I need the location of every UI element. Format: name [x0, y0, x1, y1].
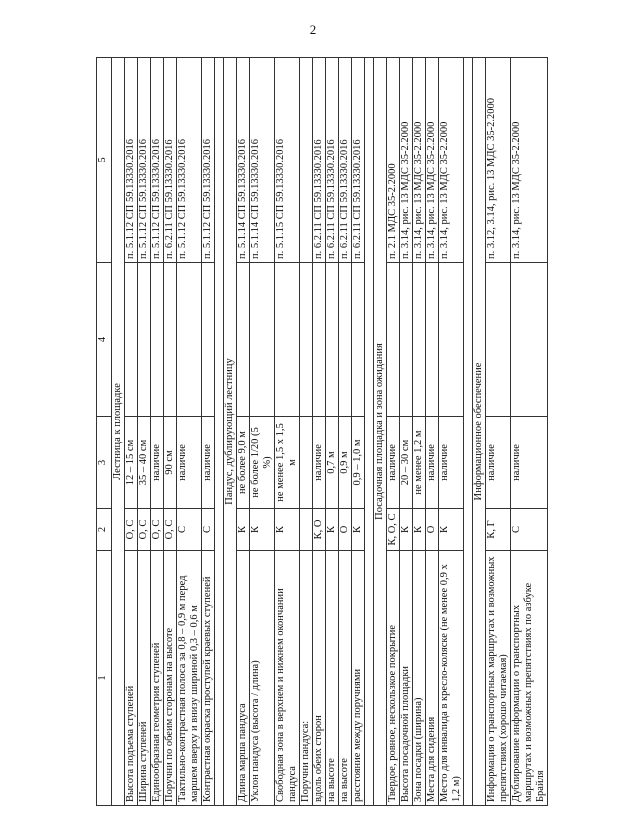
header-col-1: 1	[97, 551, 112, 806]
rotated-table-area	[96, 58, 546, 806]
table-row	[326, 58, 339, 806]
header-col-3: 3	[97, 417, 112, 509]
indicator-cell: Зона посадки (ширина)	[413, 551, 426, 806]
section-title-row	[473, 58, 486, 806]
actual-value-cell	[511, 263, 548, 417]
category-cell: С	[177, 509, 202, 551]
indicator-cell: Поручни пандуса:	[300, 551, 313, 806]
reference-cell: п. 6.2.11 СП 59.13330.2016	[326, 58, 339, 263]
norm-value-cell: наличие	[313, 417, 326, 509]
norm-value-cell: 0,7 м	[326, 417, 339, 509]
section-spacer	[215, 58, 224, 806]
category-cell: К	[237, 509, 250, 551]
section-title: Пандус, дублирующий лестницу	[224, 58, 237, 806]
table-row	[237, 58, 250, 806]
reference-cell: п. 3.14, рис. 13 МДС 35-2.2000	[400, 58, 413, 263]
section-title-row	[374, 58, 387, 806]
category-cell: К, О	[313, 509, 326, 551]
table-row	[313, 58, 326, 806]
table-row	[250, 58, 275, 806]
indicator-cell: расстояние между поручнями	[352, 551, 365, 806]
indicator-cell: Места для сидения	[426, 551, 439, 806]
indicator-cell: Длина марша пандуса	[237, 551, 250, 806]
reference-cell: п. 5.1.14 СП 59.13330.2016	[237, 58, 250, 263]
table-row	[511, 58, 548, 806]
reference-cell: п. 6.2.11 СП 59.13330.2016	[164, 58, 177, 263]
category-cell: О, С	[164, 509, 177, 551]
category-cell: О	[426, 509, 439, 551]
actual-value-cell	[486, 263, 511, 417]
reference-cell: п. 3.14, рис. 13 МДС 35-2.2000	[413, 58, 426, 263]
actual-value-cell	[439, 263, 464, 417]
table-row	[426, 58, 439, 806]
category-cell: К	[439, 509, 464, 551]
norm-value-cell: наличие	[439, 417, 464, 509]
norm-value-cell: 0,9 – 1,0 м	[352, 417, 365, 509]
norm-value-cell: не менее 1,5 х 1,5 м	[275, 417, 300, 509]
table-row	[439, 58, 464, 806]
category-cell: С	[511, 509, 548, 551]
table-row	[300, 58, 313, 806]
actual-value-cell	[413, 263, 426, 417]
indicator-cell: Высота посадочной площадки	[400, 551, 413, 806]
reference-cell: п. 3.12, 3.14, рис. 13 МДС 35-2.2000	[486, 58, 511, 263]
category-cell: О, С	[151, 509, 164, 551]
category-cell: К, Г	[486, 509, 511, 551]
table-row	[164, 58, 177, 806]
indicator-cell: Свободная зона в верхнем и нижнем окончании пандуса	[275, 551, 300, 806]
reference-cell: п. 5.1.12 СП 59.13330.2016	[151, 58, 164, 263]
actual-value-cell	[352, 263, 365, 417]
indicator-cell: Место для инвалида в кресло-коляске (не менее 0,9 х 1,2 м)	[439, 551, 464, 806]
reference-cell: п. 3.14, рис. 13 МДС 35-2.2000	[439, 58, 464, 263]
category-cell: К	[400, 509, 413, 551]
category-cell	[300, 509, 313, 551]
rotated-content	[96, 58, 546, 806]
norm-value-cell: наличие	[202, 417, 215, 509]
requirements-table	[96, 57, 548, 806]
category-cell: К	[275, 509, 300, 551]
table-row	[339, 58, 352, 806]
actual-value-cell	[387, 263, 400, 417]
actual-value-cell	[177, 263, 202, 417]
table-row	[352, 58, 365, 806]
table-header-row	[97, 58, 112, 806]
page-number: 2	[309, 22, 317, 37]
indicator-cell: Контрастная окраска проступей краевых ступеней	[202, 551, 215, 806]
actual-value-cell	[275, 263, 300, 417]
section-title: Посадочная площадка и зона ожидания	[374, 58, 387, 806]
norm-value-cell: не более 9,0 м	[237, 417, 250, 509]
reference-cell: п. 5.1.12 СП 59.13330.2016	[202, 58, 215, 263]
reference-cell: п. 3.14, рис. 13 МДС 35-2.2000	[426, 58, 439, 263]
norm-value-cell: 35 – 40 см	[138, 417, 151, 509]
norm-value-cell: наличие	[387, 417, 400, 509]
category-cell: К, О, С	[387, 509, 400, 551]
norm-value-cell: наличие	[177, 417, 202, 509]
reference-cell: п. 5.1.12 СП 59.13330.2016	[138, 58, 151, 263]
table-row	[387, 58, 400, 806]
indicator-cell: Твердое, ровное, нескользкое покрытие	[387, 551, 400, 806]
table-row	[486, 58, 511, 806]
table-row	[413, 58, 426, 806]
norm-value-cell: наличие	[151, 417, 164, 509]
category-cell: О	[339, 509, 352, 551]
actual-value-cell	[151, 263, 164, 417]
spacer-cell	[365, 58, 374, 806]
actual-value-cell	[138, 263, 151, 417]
reference-cell: п. 2.1 МДС 35-2.2000	[387, 58, 400, 263]
header-col-2: 2	[97, 509, 112, 551]
category-cell: О, С	[138, 509, 151, 551]
indicator-cell: на высоте	[339, 551, 352, 806]
category-cell: С	[202, 509, 215, 551]
indicator-cell: Тактильно-контрастная полоса за 0,8 – 0,9 м перед маршем вверху и внизу шириной 0,3 – 0,6 м	[177, 551, 202, 806]
category-cell: К	[326, 509, 339, 551]
indicator-cell: Уклон пандуса (высота / длина)	[250, 551, 275, 806]
table-row	[177, 58, 202, 806]
indicator-cell: Высота подъема ступеней	[125, 551, 138, 806]
norm-value-cell: наличие	[486, 417, 511, 509]
indicator-cell: на высоте	[326, 551, 339, 806]
reference-cell: п. 5.1.14 СП 59.13330.2016	[250, 58, 275, 263]
actual-value-cell	[202, 263, 215, 417]
section-spacer	[464, 58, 473, 806]
table-row	[275, 58, 300, 806]
category-cell: К	[352, 509, 365, 551]
section-title-row	[112, 58, 125, 806]
actual-value-cell	[250, 263, 275, 417]
category-cell: К	[413, 509, 426, 551]
section-title: Лестница к площадке	[112, 58, 125, 806]
norm-value-cell	[300, 417, 313, 509]
norm-value-cell: наличие	[426, 417, 439, 509]
norm-value-cell: не менее 1,2 м	[413, 417, 426, 509]
table-body	[97, 58, 548, 806]
norm-value-cell: 0,9 м	[339, 417, 352, 509]
actual-value-cell	[300, 263, 313, 417]
section-title-row	[224, 58, 237, 806]
actual-value-cell	[164, 263, 177, 417]
reference-cell: п. 5.1.12 СП 59.13330.2016	[125, 58, 138, 263]
indicator-cell: Ширина ступеней	[138, 551, 151, 806]
norm-value-cell: 12 – 15 см	[125, 417, 138, 509]
indicator-cell: Дублирование информации о транспортных маршрутах и возможных препятствиях по азбуке Брайля	[511, 551, 548, 806]
section-title: Информационное обеспечение	[473, 58, 486, 806]
spacer-cell	[215, 58, 224, 806]
actual-value-cell	[313, 263, 326, 417]
reference-cell: п. 6.2.11 СП 59.13330.2016	[313, 58, 326, 263]
reference-cell	[300, 58, 313, 263]
table-row	[125, 58, 138, 806]
spacer-cell	[464, 58, 473, 806]
actual-value-cell	[237, 263, 250, 417]
table-row	[151, 58, 164, 806]
header-col-4: 4	[97, 263, 112, 417]
reference-cell: п. 6.2.11 СП 59.13330.2016	[352, 58, 365, 263]
norm-value-cell: не более 1/20 (5 %)	[250, 417, 275, 509]
actual-value-cell	[339, 263, 352, 417]
indicator-cell: Поручни по обеим сторонам на высоте	[164, 551, 177, 806]
table-row	[400, 58, 413, 806]
category-cell: К	[250, 509, 275, 551]
reference-cell: п. 5.1.12 СП 59.13330.2016	[177, 58, 202, 263]
actual-value-cell	[400, 263, 413, 417]
actual-value-cell	[125, 263, 138, 417]
actual-value-cell	[426, 263, 439, 417]
norm-value-cell: 20 – 30 см	[400, 417, 413, 509]
norm-value-cell: наличие	[511, 417, 548, 509]
table-row	[202, 58, 215, 806]
reference-cell: п. 5.1.15 СП 59.13330.2016	[275, 58, 300, 263]
section-spacer	[365, 58, 374, 806]
indicator-cell: Единообразная геометрия ступеней	[151, 551, 164, 806]
reference-cell: п. 3.14, рис. 13 МДС 35-2.2000	[511, 58, 548, 263]
actual-value-cell	[326, 263, 339, 417]
category-cell: О, С	[125, 509, 138, 551]
norm-value-cell: 90 см	[164, 417, 177, 509]
header-col-5: 5	[97, 58, 112, 263]
reference-cell: п. 6.2.11 СП 59.13330.2016	[339, 58, 352, 263]
indicator-cell: вдоль обеих сторон	[313, 551, 326, 806]
table-row	[138, 58, 151, 806]
indicator-cell: Информация о транспортных маршрутах и возможных препятствиях (хорошо читаемая)	[486, 551, 511, 806]
